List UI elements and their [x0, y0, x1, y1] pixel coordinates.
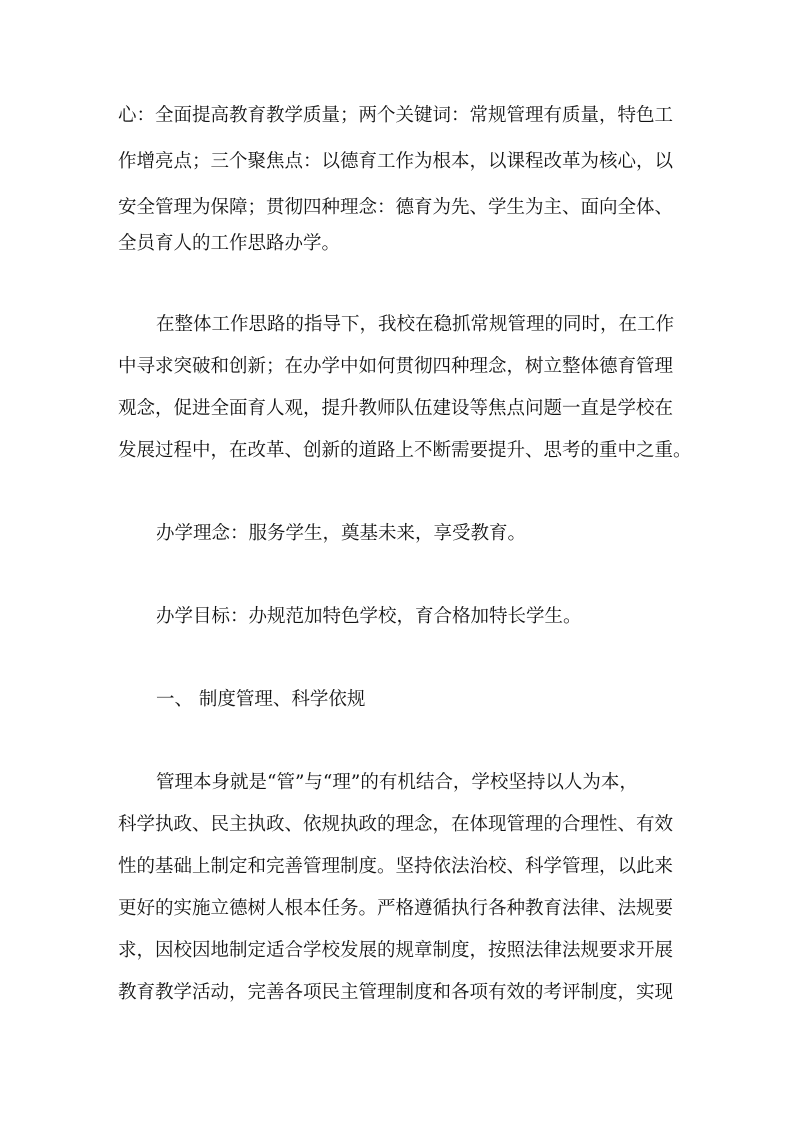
text-line: 观念，促进全面育人观，提升教师队伍建设等焦点问题一直是学校在 — [118, 398, 674, 419]
text-line: 管理本身就是“管”与“理”的有机结合，学校坚持以人为本， — [156, 772, 638, 793]
text-line: 作增亮点；三个聚焦点：以德育工作为根本，以课程改革为核心，以 — [118, 151, 674, 172]
text-line: 中寻求突破和创新；在办学中如何贯彻四种理念，树立整体德育管理 — [118, 356, 674, 377]
text-line: 办学目标：办规范加特色学校，育合格加特长学生。 — [156, 606, 582, 627]
section-heading: 一、 制度管理、科学依规 — [156, 689, 366, 710]
text-line: 教育教学活动，完善各项民主管理制度和各项有效的考评制度，实现 — [118, 982, 674, 1003]
text-line: 求，因校因地制定适合学校发展的规章制度，按照法律法规要求开展 — [118, 940, 674, 961]
text-line: 心：全面提高教育教学质量；两个关键词：常规管理有质量，特色工 — [118, 105, 674, 126]
text-line: 办学理念：服务学生，奠基未来，享受教育。 — [156, 523, 527, 544]
text-line: 安全管理为保障；贯彻四种理念：德育为先、学生为主、面向全体、 — [118, 197, 674, 218]
text-line: 科学执政、民主执政、依规执政的理念，在体现管理的合理性、有效 — [118, 814, 674, 835]
text-line: 性的基础上制定和完善管理制度。坚持依法治校、科学管理，以此来 — [118, 856, 674, 877]
text-line: 发展过程中，在改革、创新的道路上不断需要提升、思考的重中之重。 — [118, 440, 692, 461]
text-line: 在整体工作思路的指导下，我校在稳抓常规管理的同时，在工作 — [156, 314, 675, 335]
text-line: 更好的实施立德树人根本任务。严格遵循执行各种教育法律、法规要 — [118, 898, 674, 919]
text-line: 全员育人的工作思路办学。 — [118, 233, 341, 254]
